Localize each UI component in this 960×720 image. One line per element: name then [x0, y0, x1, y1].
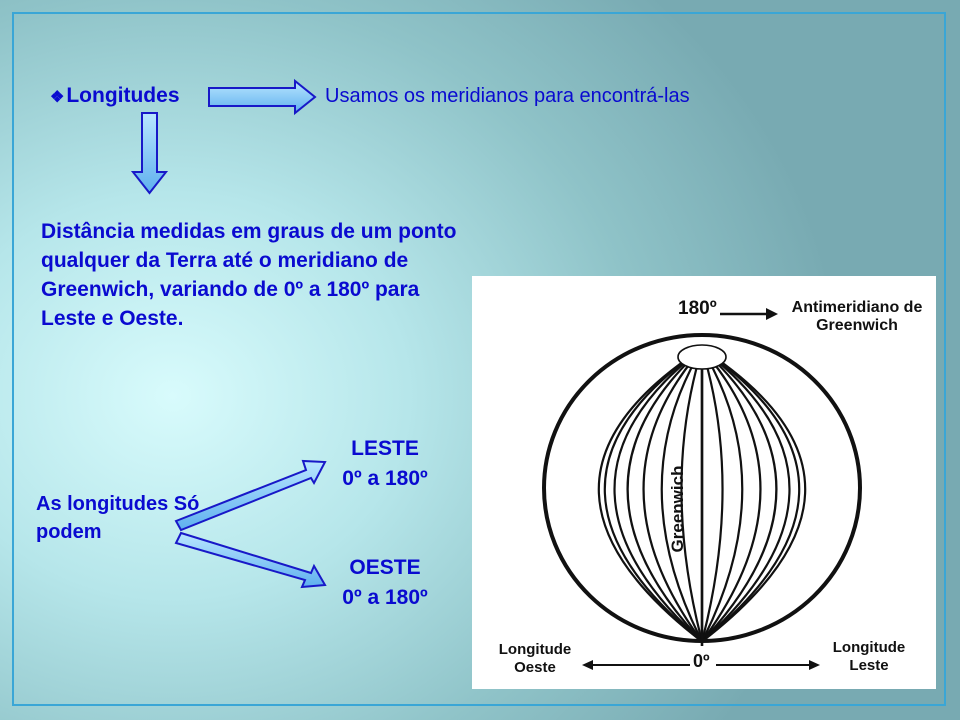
west-block — [326, 553, 444, 613]
west-label: OESTE — [349, 556, 421, 579]
diamond-bullet-icon: ❖ — [50, 89, 65, 106]
right-block-arrow — [209, 81, 315, 113]
longitude-west-label: Longitude Oeste — [498, 641, 572, 676]
antimeridian-label: Antimeridiano de Greenwich — [791, 299, 923, 334]
east-label: LESTE — [351, 437, 419, 460]
degree-0-label: 0º — [693, 651, 710, 671]
globe-drawing — [472, 276, 936, 689]
globe-figure — [472, 276, 936, 689]
meridians-text: Usamos os meridianos para encontrá-las — [325, 85, 690, 107]
antimeridian-arrowhead — [766, 308, 778, 320]
can-only-text: As longitudes Só podem — [36, 493, 200, 543]
down-block-arrow — [133, 113, 166, 193]
west-range: 0º a 180º — [342, 586, 428, 609]
title-text: Longitudes — [66, 84, 180, 107]
degree-180-label: 180º — [678, 298, 717, 319]
meridian-lines — [599, 358, 805, 646]
title-longitudes — [50, 84, 180, 108]
meridian-line — [702, 358, 722, 640]
greenwich-label: Greenwich — [668, 465, 687, 553]
pole-cap — [678, 345, 726, 369]
west-arrowhead — [582, 660, 593, 670]
longitude-east-label: Longitude Leste — [832, 639, 906, 674]
east-range: 0º a 180º — [342, 467, 428, 490]
east-arrowhead — [809, 660, 820, 670]
definition-text: Distância medidas em graus de um ponto qualquer da Terra até o meridiano de Greenwich, variando de 0º a 180º para Leste e Oeste. — [41, 220, 457, 330]
east-block — [326, 434, 444, 494]
